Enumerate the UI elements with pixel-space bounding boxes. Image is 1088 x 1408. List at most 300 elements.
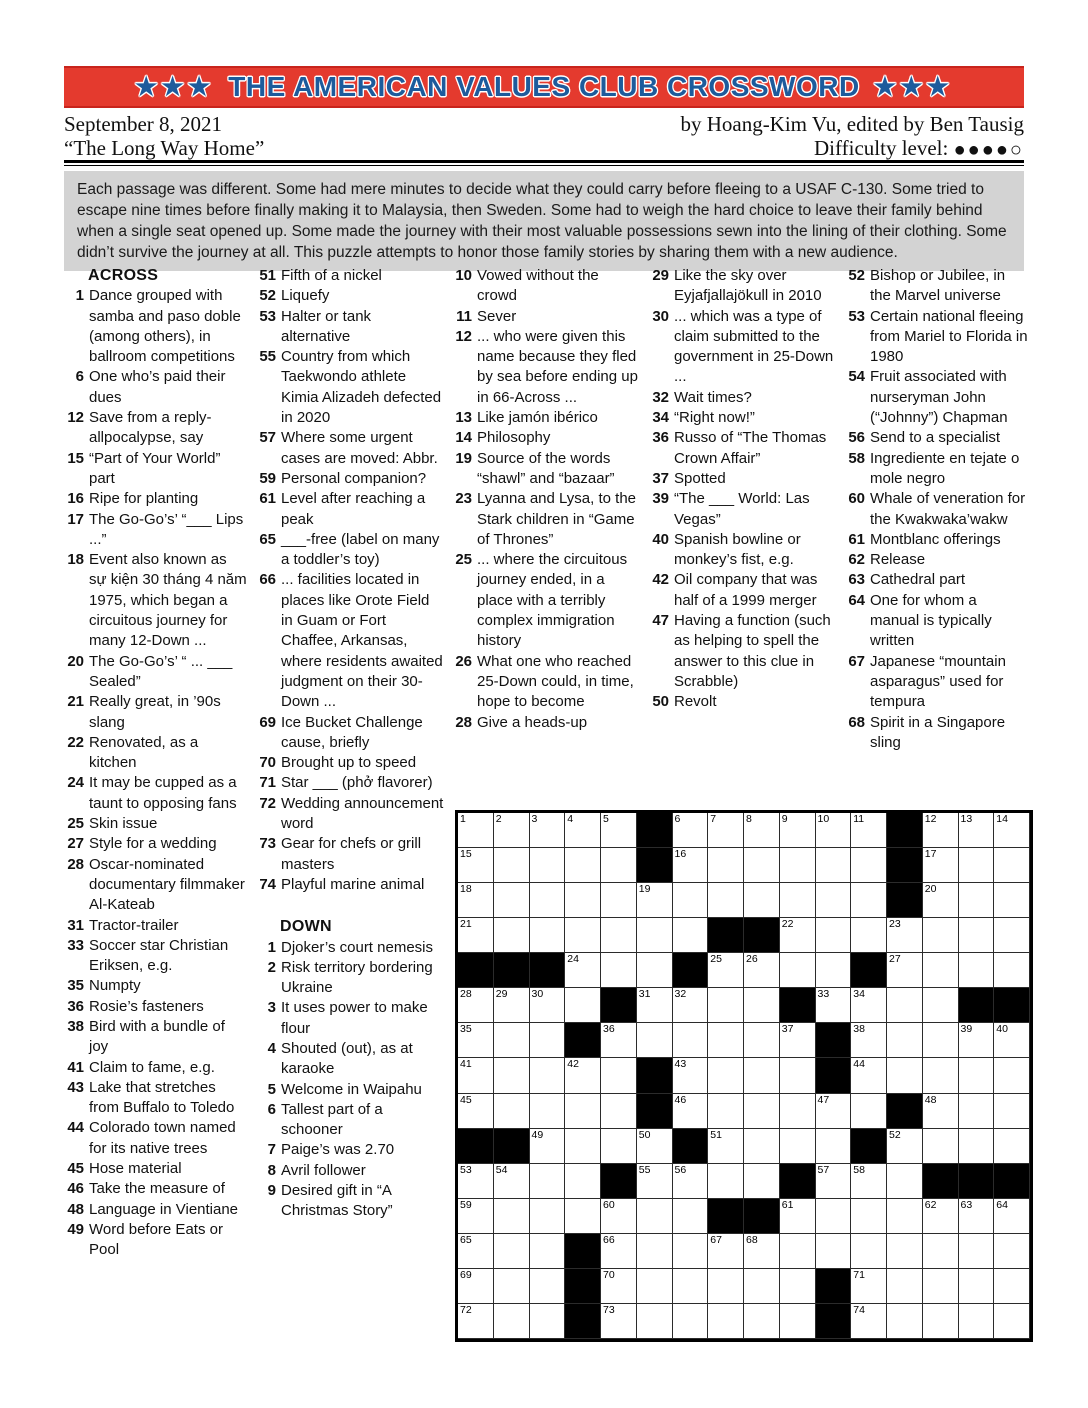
clue-number: 39: [652, 490, 669, 508]
clue-text: Numpty: [89, 977, 141, 995]
grid-cell[interactable]: [780, 918, 816, 953]
grid-cell[interactable]: [887, 1234, 923, 1269]
grid-cell[interactable]: [458, 1199, 494, 1234]
section-header: DOWN: [280, 918, 332, 936]
grid-cell[interactable]: [744, 1058, 780, 1093]
grid-cell[interactable]: [959, 1269, 995, 1304]
grid-cell[interactable]: [601, 1234, 637, 1269]
clue-item: [62, 550, 248, 651]
clue-number: 23: [455, 490, 472, 508]
grid-cell[interactable]: [887, 1304, 923, 1339]
grid-cell[interactable]: [565, 883, 601, 918]
grid-cell[interactable]: [994, 1234, 1030, 1269]
grid-cell[interactable]: [637, 1269, 673, 1304]
grid-cell[interactable]: [708, 1129, 744, 1164]
grid-cell[interactable]: [673, 1164, 709, 1199]
grid-cell[interactable]: [780, 883, 816, 918]
grid-cell[interactable]: [959, 1023, 995, 1058]
clue-number: 11: [456, 307, 472, 325]
grid-cell-black: [494, 953, 530, 988]
grid-cell[interactable]: [565, 1129, 601, 1164]
grid-cell[interactable]: [458, 813, 494, 848]
grid-cell[interactable]: [708, 1164, 744, 1199]
grid-cell-black: [458, 953, 494, 988]
grid-cell[interactable]: [959, 1304, 995, 1339]
grid-cell[interactable]: [708, 1094, 744, 1129]
grid-cell[interactable]: [887, 1129, 923, 1164]
grid-cell[interactable]: [816, 813, 852, 848]
clue-text: Bishop or Jubilee, in the Marvel universe: [870, 267, 1006, 305]
clue-text: Wait times?: [674, 388, 752, 406]
grid-cell[interactable]: [601, 1269, 637, 1304]
grid-cell-number: 74: [853, 1303, 865, 1316]
clue-text: ... which was a type of claim submitted to the government in 25-Down ...: [674, 307, 834, 386]
clue-item: [843, 367, 1028, 428]
clue-number: 34: [652, 409, 669, 427]
grid-cell[interactable]: [673, 848, 709, 883]
grid-cell[interactable]: [708, 883, 744, 918]
clue-item: [254, 875, 444, 895]
grid-cell[interactable]: [923, 1129, 959, 1164]
grid-cell[interactable]: [601, 1199, 637, 1234]
clue-item: [843, 530, 1028, 550]
clue-text: ___-free (label on many a toddler’s toy): [281, 530, 440, 569]
grid-cell[interactable]: [601, 1058, 637, 1093]
grid-cell-black: [637, 813, 673, 848]
grid-cell[interactable]: [530, 848, 566, 883]
clue-number: 25: [455, 551, 472, 569]
grid-cell[interactable]: [744, 1269, 780, 1304]
grid-cell[interactable]: [959, 1094, 995, 1129]
clue-text: Japanese “mountain asparagus” used for tempura: [870, 652, 1006, 711]
grid-cell[interactable]: [494, 1234, 530, 1269]
grid-cell[interactable]: [887, 1058, 923, 1093]
clue-number: 55: [259, 348, 276, 366]
clue-number: 36: [652, 429, 669, 447]
grid-cell[interactable]: [708, 1058, 744, 1093]
grid-cell-number: 49: [531, 1128, 544, 1141]
clue-text: Where some urgent cases are moved: Abbr.: [281, 429, 438, 467]
clue-text: Take the measure of: [89, 1180, 225, 1198]
grid-cell[interactable]: [994, 1023, 1030, 1058]
grid-cell[interactable]: [959, 813, 995, 848]
banner-title: THE AMERICAN VALUES CLUB CROSSWORD: [228, 71, 860, 102]
clue-column-4: [647, 266, 837, 713]
grid-cell[interactable]: [851, 1304, 887, 1339]
grid-cell[interactable]: [923, 883, 959, 918]
grid-cell[interactable]: [923, 813, 959, 848]
clue-text: Hose material: [89, 1160, 182, 1178]
clue-text: Tractor-trailer: [89, 916, 179, 934]
grid-cell[interactable]: [851, 1094, 887, 1129]
grid-cell[interactable]: [851, 988, 887, 1023]
grid-cell-number: 29: [495, 988, 508, 1001]
grid-cell[interactable]: [565, 848, 601, 883]
grid-cell[interactable]: [494, 918, 530, 953]
clue-item: [450, 489, 642, 550]
grid-cell[interactable]: [458, 883, 494, 918]
grid-cell[interactable]: [994, 813, 1030, 848]
grid-cell[interactable]: [530, 1164, 566, 1199]
clue-number: 52: [259, 287, 276, 305]
grid-cell[interactable]: [530, 1234, 566, 1269]
grid-cell[interactable]: [494, 1199, 530, 1234]
clue-number: 29: [652, 267, 669, 284]
grid-cell[interactable]: [565, 953, 601, 988]
clue-item: [450, 550, 642, 651]
grid-cell[interactable]: [458, 1058, 494, 1093]
grid-cell[interactable]: [887, 988, 923, 1023]
clue-text: Whale of veneration for the Kwakwaka’wakw: [870, 490, 1026, 528]
grid-cell[interactable]: [530, 1023, 566, 1058]
grid-cell[interactable]: [994, 1094, 1030, 1129]
grid-cell[interactable]: [530, 1199, 566, 1234]
grid-cell[interactable]: [744, 1129, 780, 1164]
clue-text: Playful marine animal: [281, 875, 425, 893]
grid-cell[interactable]: [458, 918, 494, 953]
grid-cell[interactable]: [816, 1129, 852, 1164]
grid-cell[interactable]: [601, 1129, 637, 1164]
grid-cell[interactable]: [851, 1199, 887, 1234]
grid-cell[interactable]: [601, 953, 637, 988]
clue-text: Skin issue: [89, 815, 158, 833]
grid-cell[interactable]: [458, 1234, 494, 1269]
clue-text: Ice Bucket Challenge cause, briefly: [281, 713, 423, 751]
grid-cell[interactable]: [923, 918, 959, 953]
grid-cell[interactable]: [887, 918, 923, 953]
grid-cell[interactable]: [959, 1234, 995, 1269]
grid-cell[interactable]: [673, 918, 709, 953]
grid-cell[interactable]: [565, 918, 601, 953]
grid-cell[interactable]: [851, 883, 887, 918]
grid-cell[interactable]: [708, 1234, 744, 1269]
grid-cell[interactable]: [744, 1304, 780, 1339]
grid-cell[interactable]: [565, 1094, 601, 1129]
grid-cell[interactable]: [458, 1094, 494, 1129]
clue-text: Lake that stretches from Buffalo to Toledo: [89, 1078, 235, 1117]
grid-cell[interactable]: [530, 1129, 566, 1164]
grid-cell[interactable]: [959, 1199, 995, 1234]
grid-cell[interactable]: [744, 953, 780, 988]
grid-cell[interactable]: [601, 883, 637, 918]
grid-cell[interactable]: [851, 1058, 887, 1093]
grid-cell[interactable]: [637, 1023, 673, 1058]
grid-cell[interactable]: [673, 1094, 709, 1129]
grid-cell[interactable]: [494, 988, 530, 1023]
grid-cell[interactable]: [494, 1269, 530, 1304]
grid-cell[interactable]: [565, 1199, 601, 1234]
grid-cell[interactable]: [744, 1164, 780, 1199]
grid-cell[interactable]: [708, 1269, 744, 1304]
grid-cell-number: 5: [603, 813, 609, 825]
grid-cell[interactable]: [959, 848, 995, 883]
grid-cell[interactable]: [530, 918, 566, 953]
clue-item: [450, 449, 642, 490]
clue-text: Cathedral part: [870, 571, 966, 589]
grid-cell[interactable]: [994, 918, 1030, 953]
clue-number: 60: [848, 490, 865, 508]
grid-cell-number: 53: [460, 1163, 472, 1176]
clue-number: 4: [267, 1039, 276, 1057]
grid-cell[interactable]: [637, 1234, 673, 1269]
header-divider: [64, 160, 1024, 166]
grid-cell[interactable]: [923, 953, 959, 988]
grid-cell-number: 8: [746, 813, 752, 825]
clue-text: Soccer star Christian Eriksen, e.g.: [89, 936, 229, 975]
grid-cell[interactable]: [565, 988, 601, 1023]
grid-cell[interactable]: [780, 1129, 816, 1164]
clue-text: ... where the circuitous journey ended, in a place with a terribly complex immigration history: [477, 551, 628, 650]
grid-cell-number: 56: [674, 1163, 687, 1176]
grid-cell[interactable]: [851, 813, 887, 848]
grid-cell[interactable]: [887, 953, 923, 988]
grid-cell[interactable]: [887, 1199, 923, 1234]
grid-cell[interactable]: [887, 1023, 923, 1058]
clue-text: It uses power to make flour: [281, 999, 428, 1037]
grid-cell[interactable]: [959, 953, 995, 988]
grid-cell[interactable]: [458, 848, 494, 883]
clue-text: Like the sky over Eyjafjallajökull in 2010: [674, 267, 822, 305]
grid-cell[interactable]: [458, 1304, 494, 1339]
grid-cell[interactable]: [959, 883, 995, 918]
grid-cell[interactable]: [816, 988, 852, 1023]
grid-cell[interactable]: [780, 1234, 816, 1269]
grid-cell[interactable]: [565, 1164, 601, 1199]
grid-cell[interactable]: [494, 813, 530, 848]
grid-cell[interactable]: [530, 813, 566, 848]
grid-cell[interactable]: [816, 1234, 852, 1269]
grid-cell[interactable]: [744, 1234, 780, 1269]
grid-cell[interactable]: [673, 988, 709, 1023]
clue-item: [254, 794, 444, 835]
grid-cell[interactable]: [673, 1023, 709, 1058]
grid-cell[interactable]: [923, 1234, 959, 1269]
clue-number: 61: [259, 490, 276, 508]
grid-cell[interactable]: [851, 1164, 887, 1199]
clue-number: 5: [267, 1080, 276, 1098]
grid-cell[interactable]: [780, 1023, 816, 1058]
grid-cell-number: 37: [781, 1023, 794, 1036]
grid-cell[interactable]: [530, 988, 566, 1023]
grid-cell[interactable]: [780, 1058, 816, 1093]
grid-cell[interactable]: [673, 813, 709, 848]
grid-cell[interactable]: [923, 1094, 959, 1129]
grid-cell[interactable]: [494, 1023, 530, 1058]
grid-cell-black: [565, 1304, 601, 1339]
grid-cell[interactable]: [601, 848, 637, 883]
clue-item: [254, 307, 444, 348]
grid-cell[interactable]: [601, 1094, 637, 1129]
grid-cell[interactable]: [780, 1269, 816, 1304]
grid-cell-number: 51: [710, 1128, 722, 1141]
clue-text: Philosophy: [477, 429, 551, 447]
grid-cell[interactable]: [994, 1304, 1030, 1339]
grid-cell[interactable]: [780, 813, 816, 848]
grid-cell-number: 36: [603, 1023, 615, 1036]
clue-number: 69: [259, 713, 276, 731]
grid-cell[interactable]: [959, 1058, 995, 1093]
clue-text: The Go-Go’s’ “ ... ___ Sealed”: [89, 652, 233, 690]
grid-cell-number: 18: [460, 883, 472, 896]
grid-cell[interactable]: [923, 1199, 959, 1234]
grid-cell[interactable]: [458, 1164, 494, 1199]
grid-cell[interactable]: [851, 1023, 887, 1058]
clue-number: 28: [455, 713, 472, 731]
clue-item: [843, 550, 1028, 570]
grid-cell[interactable]: [637, 953, 673, 988]
clue-item: [254, 428, 444, 469]
grid-cell[interactable]: [744, 1094, 780, 1129]
grid-cell[interactable]: [959, 1129, 995, 1164]
grid-cell[interactable]: [994, 953, 1030, 988]
grid-cell[interactable]: [994, 1269, 1030, 1304]
grid-cell[interactable]: [816, 1199, 852, 1234]
grid-cell[interactable]: [708, 1304, 744, 1339]
clue-text: Tallest part of a schooner: [281, 1100, 383, 1139]
clue-item: [843, 713, 1028, 754]
grid-cell[interactable]: [851, 848, 887, 883]
grid-cell[interactable]: [816, 918, 852, 953]
grid-cell-number: 45: [460, 1093, 472, 1106]
clue-number: 24: [67, 774, 84, 792]
grid-cell-number: 55: [638, 1163, 651, 1176]
grid-cell[interactable]: [673, 1199, 709, 1234]
grid-cell[interactable]: [673, 1304, 709, 1339]
grid-cell[interactable]: [780, 848, 816, 883]
grid-cell[interactable]: [923, 988, 959, 1023]
clue-item: [450, 713, 642, 733]
grid-cell[interactable]: [494, 1304, 530, 1339]
grid-cell[interactable]: [887, 1269, 923, 1304]
clue-text: Spirit in a Singapore sling: [870, 713, 1006, 751]
grid-cell[interactable]: [565, 813, 601, 848]
grid-cell[interactable]: [494, 1094, 530, 1129]
grid-cell[interactable]: [530, 1094, 566, 1129]
grid-cell[interactable]: [780, 953, 816, 988]
grid-cell[interactable]: [601, 813, 637, 848]
grid-cell-number: 7: [710, 813, 717, 825]
grid-cell[interactable]: [601, 918, 637, 953]
grid-cell[interactable]: [708, 988, 744, 1023]
grid-cell[interactable]: [744, 883, 780, 918]
grid-cell[interactable]: [673, 883, 709, 918]
grid-cell[interactable]: [923, 1023, 959, 1058]
grid-cell-black: [673, 1129, 709, 1164]
grid-cell[interactable]: [494, 848, 530, 883]
clue-item: [254, 938, 444, 958]
grid-cell[interactable]: [673, 1269, 709, 1304]
clue-text: “Part of Your World” part: [89, 449, 221, 487]
difficulty: [680, 136, 1024, 161]
grid-cell[interactable]: [744, 848, 780, 883]
grid-cell[interactable]: [994, 883, 1030, 918]
grid-cell-number: 39: [960, 1023, 973, 1036]
grid-cell[interactable]: [994, 848, 1030, 883]
clue-number: 2: [267, 958, 276, 976]
grid-cell[interactable]: [744, 1023, 780, 1058]
grid-cell[interactable]: [851, 1234, 887, 1269]
clue-item: [647, 307, 837, 388]
grid-cell[interactable]: [530, 1269, 566, 1304]
grid-cell[interactable]: [708, 813, 744, 848]
clue-item: [254, 713, 444, 754]
grid-cell[interactable]: [637, 988, 673, 1023]
grid-cell[interactable]: [530, 883, 566, 918]
grid-cell-number: 66: [603, 1233, 615, 1246]
grid-cell[interactable]: [637, 918, 673, 953]
grid-cell[interactable]: [673, 1058, 709, 1093]
grid-cell[interactable]: [637, 1199, 673, 1234]
grid-cell[interactable]: [708, 1023, 744, 1058]
clue-number: 65: [259, 530, 276, 548]
grid-cell[interactable]: [923, 1058, 959, 1093]
grid-cell[interactable]: [923, 1269, 959, 1304]
grid-cell[interactable]: [458, 988, 494, 1023]
grid-cell[interactable]: [994, 1129, 1030, 1164]
clue-item: [254, 469, 444, 489]
grid-cell[interactable]: [887, 1164, 923, 1199]
grid-cell[interactable]: [637, 1304, 673, 1339]
grid-cell[interactable]: [816, 1094, 852, 1129]
grid-cell[interactable]: [851, 918, 887, 953]
grid-cell[interactable]: [601, 1023, 637, 1058]
grid-cell[interactable]: [780, 1199, 816, 1234]
grid-cell[interactable]: [673, 1234, 709, 1269]
grid-cell[interactable]: [780, 1094, 816, 1129]
grid-cell[interactable]: [780, 1304, 816, 1339]
clue-number: 63: [848, 571, 865, 589]
grid-cell[interactable]: [744, 813, 780, 848]
grid-cell[interactable]: [565, 1058, 601, 1093]
grid-cell[interactable]: [494, 883, 530, 918]
grid-cell[interactable]: [601, 1304, 637, 1339]
clue-text: Paige’s was 2.70: [281, 1141, 395, 1159]
grid-cell[interactable]: [816, 848, 852, 883]
grid-cell[interactable]: [959, 918, 995, 953]
clue-item: [450, 652, 642, 713]
clue-item: [254, 530, 444, 571]
grid-cell[interactable]: [923, 848, 959, 883]
grid-cell[interactable]: [708, 848, 744, 883]
clue-number: 37: [652, 469, 669, 487]
grid-cell[interactable]: [816, 883, 852, 918]
grid-cell[interactable]: [530, 1058, 566, 1093]
grid-cell[interactable]: [923, 1304, 959, 1339]
grid-cell[interactable]: [816, 953, 852, 988]
clue-number: 27: [67, 835, 84, 853]
grid-cell[interactable]: [744, 988, 780, 1023]
clue-number: 33: [67, 936, 84, 954]
clue-text: The Go-Go’s’ “___ Lips ...”: [89, 510, 244, 548]
grid-cell[interactable]: [994, 1058, 1030, 1093]
clue-number: 41: [67, 1058, 84, 1076]
grid-cell[interactable]: [637, 883, 673, 918]
grid-cell[interactable]: [851, 1269, 887, 1304]
grid-cell[interactable]: [708, 953, 744, 988]
grid-cell-black: [708, 1199, 744, 1234]
grid-cell[interactable]: [458, 1269, 494, 1304]
grid-cell[interactable]: [637, 1129, 673, 1164]
grid-cell[interactable]: [458, 1023, 494, 1058]
grid-cell[interactable]: [994, 1199, 1030, 1234]
grid-cell[interactable]: [816, 1164, 852, 1199]
clue-number: 18: [67, 551, 84, 569]
grid-cell[interactable]: [494, 1058, 530, 1093]
grid-cell[interactable]: [530, 1304, 566, 1339]
clue-item: [254, 1080, 444, 1100]
grid-cell[interactable]: [637, 1164, 673, 1199]
grid-cell[interactable]: [494, 1164, 530, 1199]
